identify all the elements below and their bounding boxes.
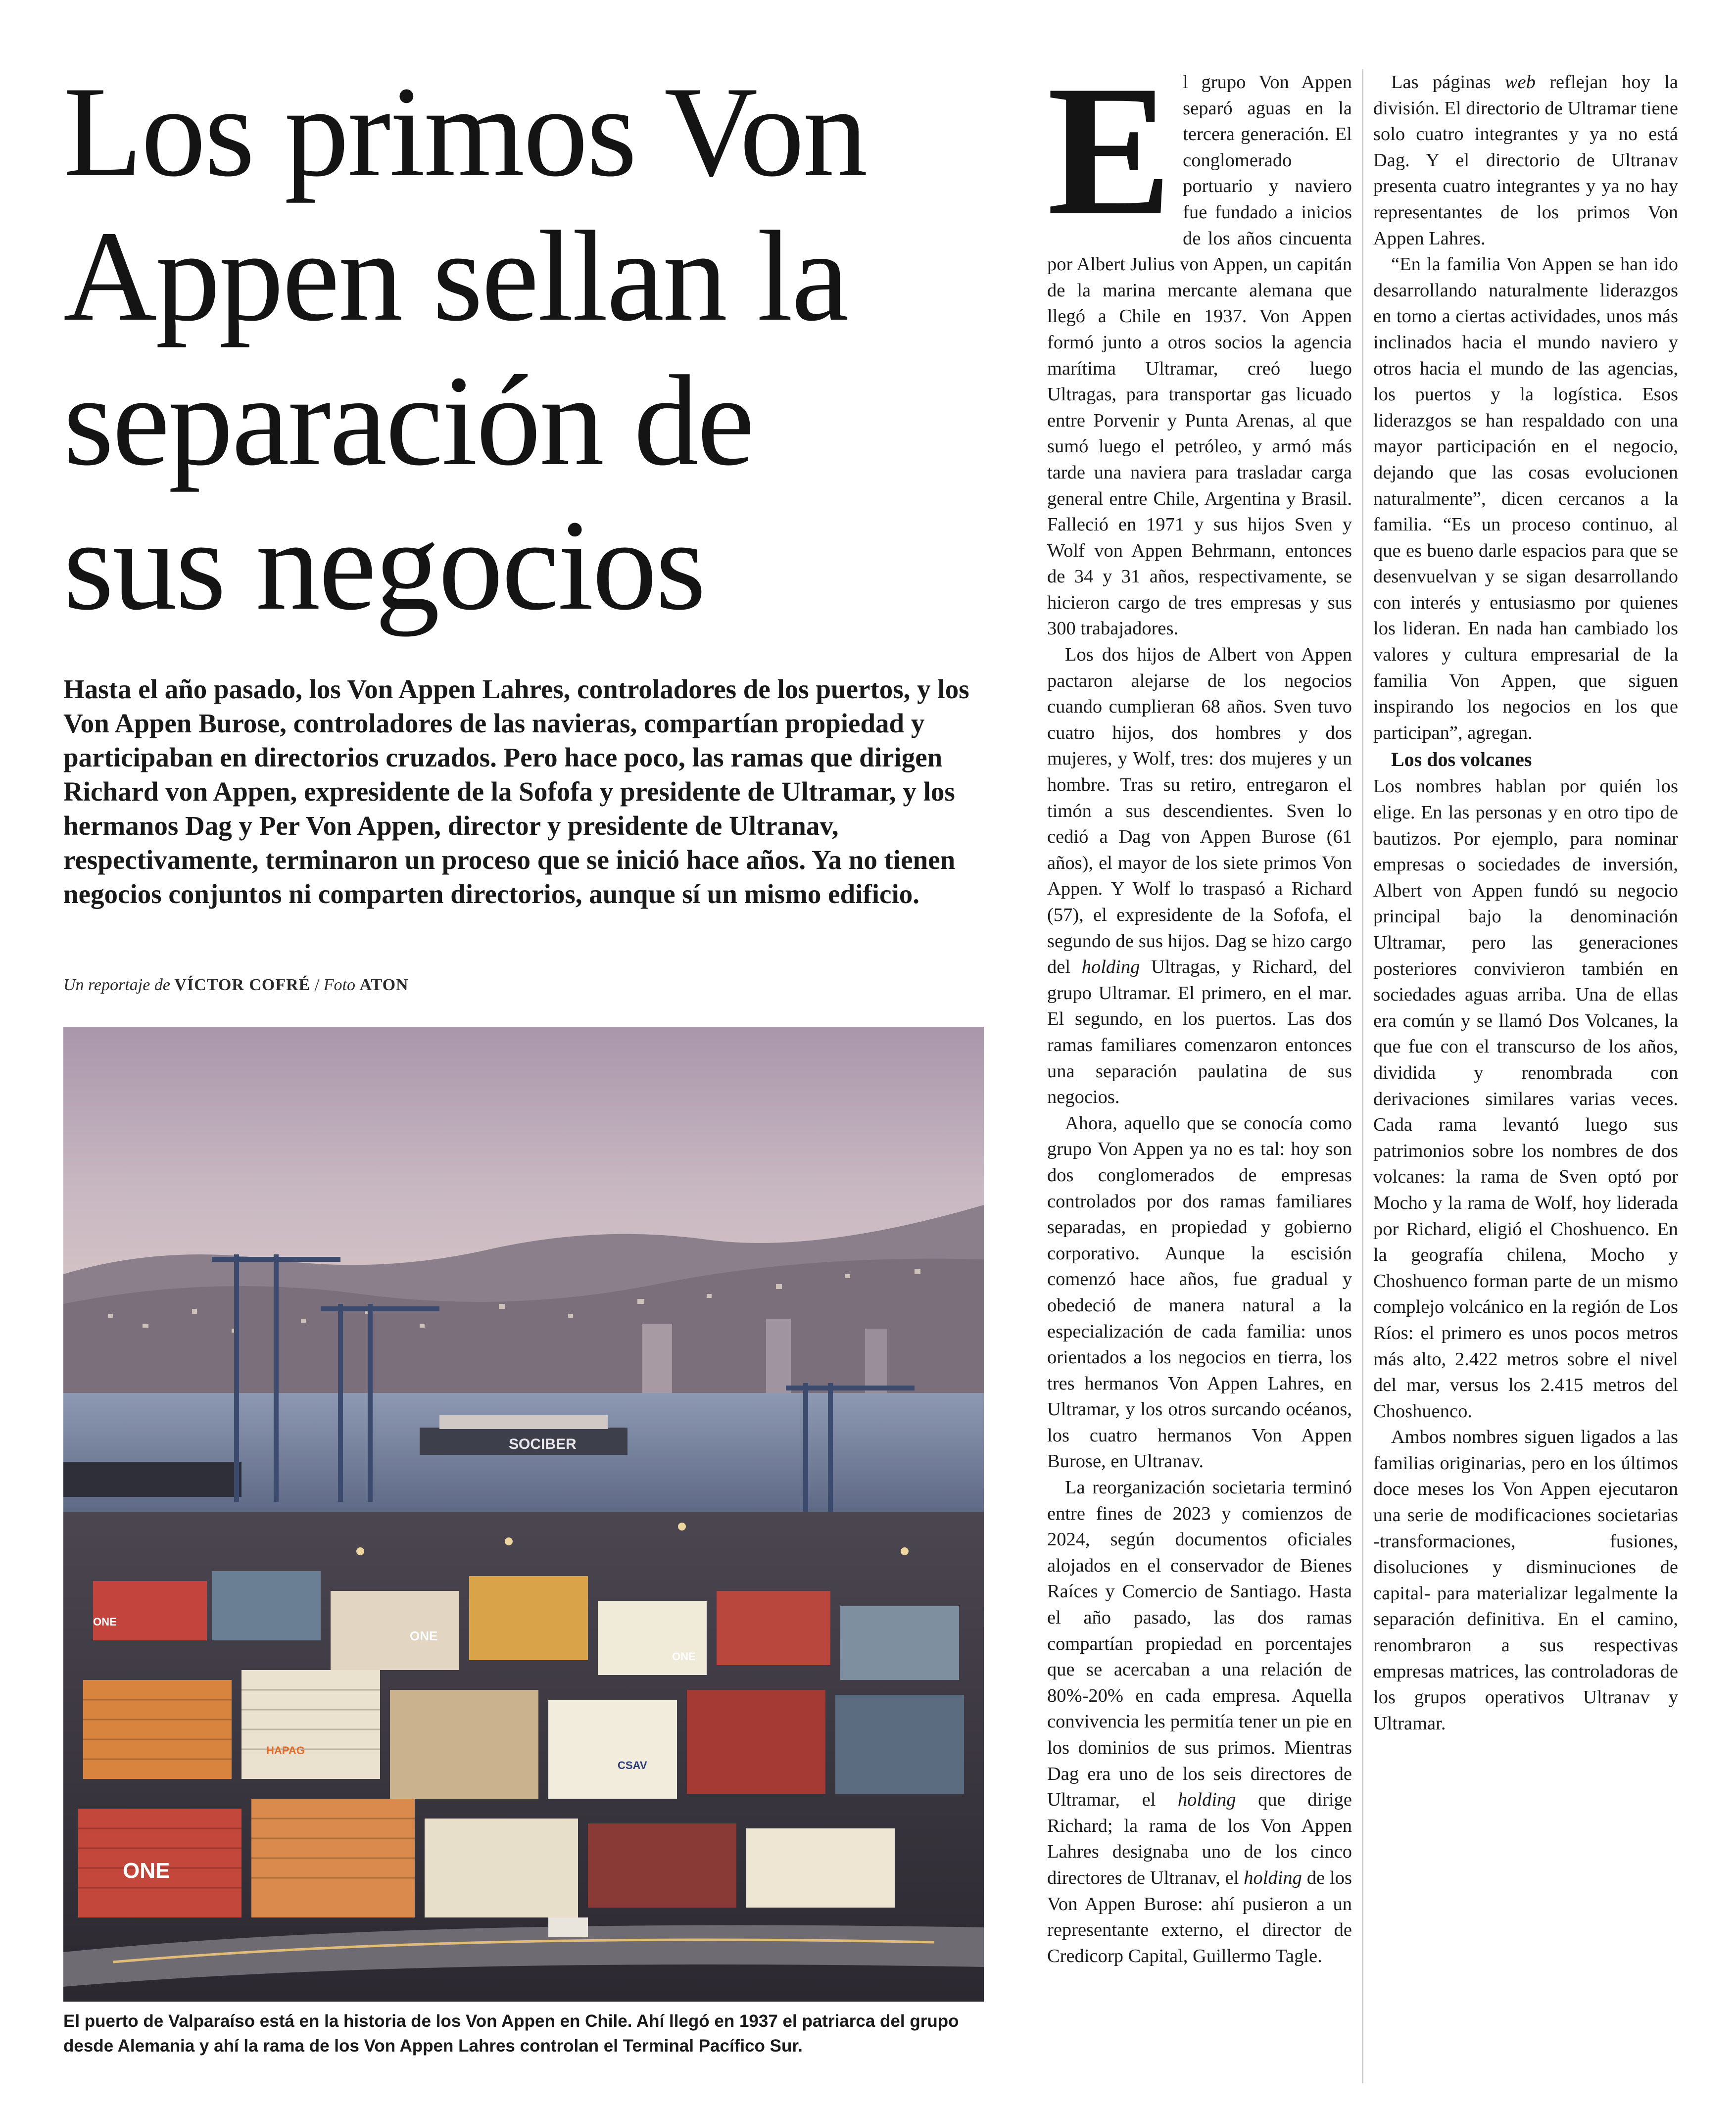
container-label: CSAV xyxy=(618,1759,647,1772)
body-paragraph xyxy=(1047,1475,1352,1969)
body-text: La reorganización societaria terminó entre fines de 2023 y comienzos de 2024, según documentos oficiales alojados en el conservador de Bienes Raíces y Comercio de Santiago. Hasta el año pasado, las dos ramas compartían propiedad en porcentajes que se acercaban a una relación de 80%-20% en cada empresa. Aquella convivencia les permitía tener un pie en los dominios de sus primos. Mientras Dag era uno de los seis directores de Ultramar, el xyxy=(1047,1477,1352,1811)
body-text: Los dos hijos de Albert von Appen pactaron alejarse de los negocios cuando cumplieran 68 años. Sven tuvo cuatro hijos, dos hombres y dos mujeres, y Wolf, tres: dos mujeres y un hombre. Tras su retiro, entregaron el timón a sus descendientes. Sven lo cedió a Dag von Appen Burose (61 años), el mayor de los siete primos Von Appen. Y Wolf lo traspasó a Richard (57), el expresidente de la Sofofa, el segundo de sus hijos. Dag se hizo cargo del xyxy=(1047,644,1352,978)
byline-author: VÍCTOR COFRÉ xyxy=(174,976,311,994)
byline-photo-credit: ATON xyxy=(359,976,409,994)
subheading: Los dos volcanes xyxy=(1391,748,1532,771)
city-tower xyxy=(642,1324,672,1403)
photo-caption: El puerto de Valparaíso está en la historia de los Von Appen en Chile. Ahí llegó en 1937 el patriarca del grupo desde Alemania y ahí la rama de los Von Appen Lahres controlan el Terminal Pacífico Sur. xyxy=(63,2011,959,2056)
body-text: de los Von Appen Burose: ahí pusieron a un representante externo, el director de Credicorp Capital, Guillermo Tagle. xyxy=(1047,1867,1352,1966)
drop-cap: E xyxy=(1047,69,1172,254)
headline-line: Los primos Von xyxy=(63,60,867,203)
byline-photo-prefix: Foto xyxy=(323,976,355,994)
column-rule xyxy=(1362,69,1363,2083)
byline-prefix: Un reportaje de xyxy=(63,976,170,994)
body-text: reflejan hoy la división. El directorio de Ultramar tiene solo cuatro integrantes y ya no está Dag. Y el directorio de Ultranav presenta cuatro integrantes y ya no hay representantes de los primos Von Appen Lahres. xyxy=(1373,72,1678,249)
container-label: HAPAG xyxy=(266,1744,305,1757)
byline-separator: / xyxy=(314,976,320,994)
port-illustration xyxy=(63,1027,984,2002)
body-paragraph: Ahora, aquello que se conocía como grupo Von Appen ya no es tal: hoy son dos conglomerados de empresas controlados por dos ramas familiares separadas, en propiedad y gobierno corporativo. Aunque la escisión comenzó hace años, fue gradual y obedeció de manera natural a la especialización de cada familia: unos orientados a los negocios en tierra, los tres hermanos Von Appen Lahres, en Ultramar, y los otros surcando océanos, los cuatro hermanos Von Appen Burose, en Ultranav. xyxy=(1047,1112,1352,1472)
body-italic: web xyxy=(1504,72,1536,93)
body-paragraph: Ambos nombres siguen ligados a las familias originarias, pero en los últimos doce meses los Von Appen ejecutaron una serie de modificaciones societarias -transformaciones, fusiones, disoluciones y disminuciones de capital- para materializar legalmente la separación definitiva. En el camino, renombraron a sus respectivas empresas matrices, las controladoras de los grupos operativos Ultranav y Ultramar. xyxy=(1373,1427,1678,1734)
container-label: ONE xyxy=(672,1650,696,1663)
body-paragraph xyxy=(1373,69,1678,251)
city-tower xyxy=(865,1329,887,1403)
body-paragraph: Los nombres hablan por quién los elige. En las personas y en otro tipo de bautizos. Por ejemplo, para nominar empresas o sociedades de inversión, Albert von Appen fundó su negocio principal bajo la denominación Ultramar, pero las generaciones posteriores convivieron también en sociedades aguas arriba. Una de ellas era común y se llamó Dos Volcanes, la que fue con el transcurso de los años, dividida y renombrada con derivaciones similares varias veces. Cada rama levantó luego sus patrimonios sobre los nombres de dos volcanes: la rama de Sven optó por Mocho y la rama de Wolf, hoy liderada por Richard, eligió el Choshuenco. En la geografía chilena, Mocho y Choshuenco forman parte de un mismo complejo volcánico en la región de Los Ríos: el primero es unos pocos metros más alto, 2.422 metros sobre el nivel del mar, versus los 2.415 metros del Choshuenco. xyxy=(1373,776,1678,1422)
container-label: ONE xyxy=(410,1628,438,1643)
body-column-1 xyxy=(1047,69,1352,2083)
headline xyxy=(63,59,1004,637)
ship-deck xyxy=(439,1415,608,1429)
container-label: ONE xyxy=(93,1616,117,1628)
body-column-2 xyxy=(1373,69,1678,2083)
truck xyxy=(548,1917,588,1937)
body-paragraph xyxy=(1047,69,1352,642)
headline-line: Appen sellan la xyxy=(63,204,848,348)
body-italic: holding xyxy=(1177,1789,1236,1811)
body-paragraph xyxy=(1047,642,1352,1110)
body-italic: holding xyxy=(1244,1867,1302,1888)
headline-line: sus negocios xyxy=(63,493,705,637)
ship-label: SOCIBER xyxy=(509,1436,577,1452)
headline-line: separación de xyxy=(63,349,753,492)
container-label: ONE xyxy=(123,1859,170,1883)
body-paragraph: “En la familia Von Appen se han ido desarrollando naturalmente liderazgos en torno a ciertas actividades, unos más inclinados hacia el mundo naviero y otros hacia el mundo de las agencias, los puertos y la logística. Esos liderazgos se han respaldado con una mayor participación en el negocio, dejando que las cosas evolucionen naturalmente”, dicen cercanos a la familia. “Es un proceso continuo, al que es bueno darle espacios para que se desenvuelvan y se sigan desarrollando con interés y entusiasmo por quienes los lideran. En nada han cambiado los valores y cultura empresarial de la familia Von Appen, que siguen inspirando los negocios en los que participan”, agregan. xyxy=(1373,254,1678,743)
body-text: que dirige Richard; la rama de los Von Appen Lahres designaba uno de los cinco directores de Ultranav, el xyxy=(1047,1789,1352,1888)
body-text: l grupo Von Appen separó aguas en la tercera generación. El conglomerado portuario y naviero fue fundado a inicios de los años cincuenta por Albert Julius von Appen, un capitán de la marina mercante alemana que llegó a Chile en 1937. Von Appen formó junto a otros socios la agencia marítima Ultramar, creó luego Ultragas, para transportar gas licuado entre Porvenir y Punta Arenas, al que sumó luego el petróleo, y armó más tarde una naviera para trasladar carga general entre Chile, Argentina y Brasil. Falleció en 1971 y sus hijos Sven y Wolf von Appen Behrmann, entonces de 34 y 31 años, respectivamente, se hicieron cargo de tres empresas y sus 300 trabajadores. xyxy=(1047,72,1352,639)
byline xyxy=(63,976,994,995)
body-italic: holding xyxy=(1081,957,1140,978)
article-deck: Hasta el año pasado, los Von Appen Lahres, controladores de los puertos, y los Von Appen Burose, controladores de las navieras, compartían propiedad y participaban en directorios cruzados. Pero hace poco, las ramas que dirigen Richard von Appen, expresidente de la Sofofa y presidente de Ultramar, y los hermanos Dag y Per Von Appen, director y presidente de Ultranav, respectivamente, terminaron un proceso que se inició hace años. Ya no tienen negocios conjuntos ni comparten directorios, aunque sí un mismo edificio. xyxy=(63,674,969,909)
ship-hull xyxy=(63,1462,241,1497)
body-text: Las páginas xyxy=(1391,72,1505,93)
port-photo xyxy=(63,1027,984,2002)
body-text: Ultragas, y Richard, del grupo Ultramar. El primero, en el mar. El segundo, en los puertos. Las dos ramas familiares comenzaron entonces una separación paulatina de sus negocios. xyxy=(1047,957,1352,1108)
